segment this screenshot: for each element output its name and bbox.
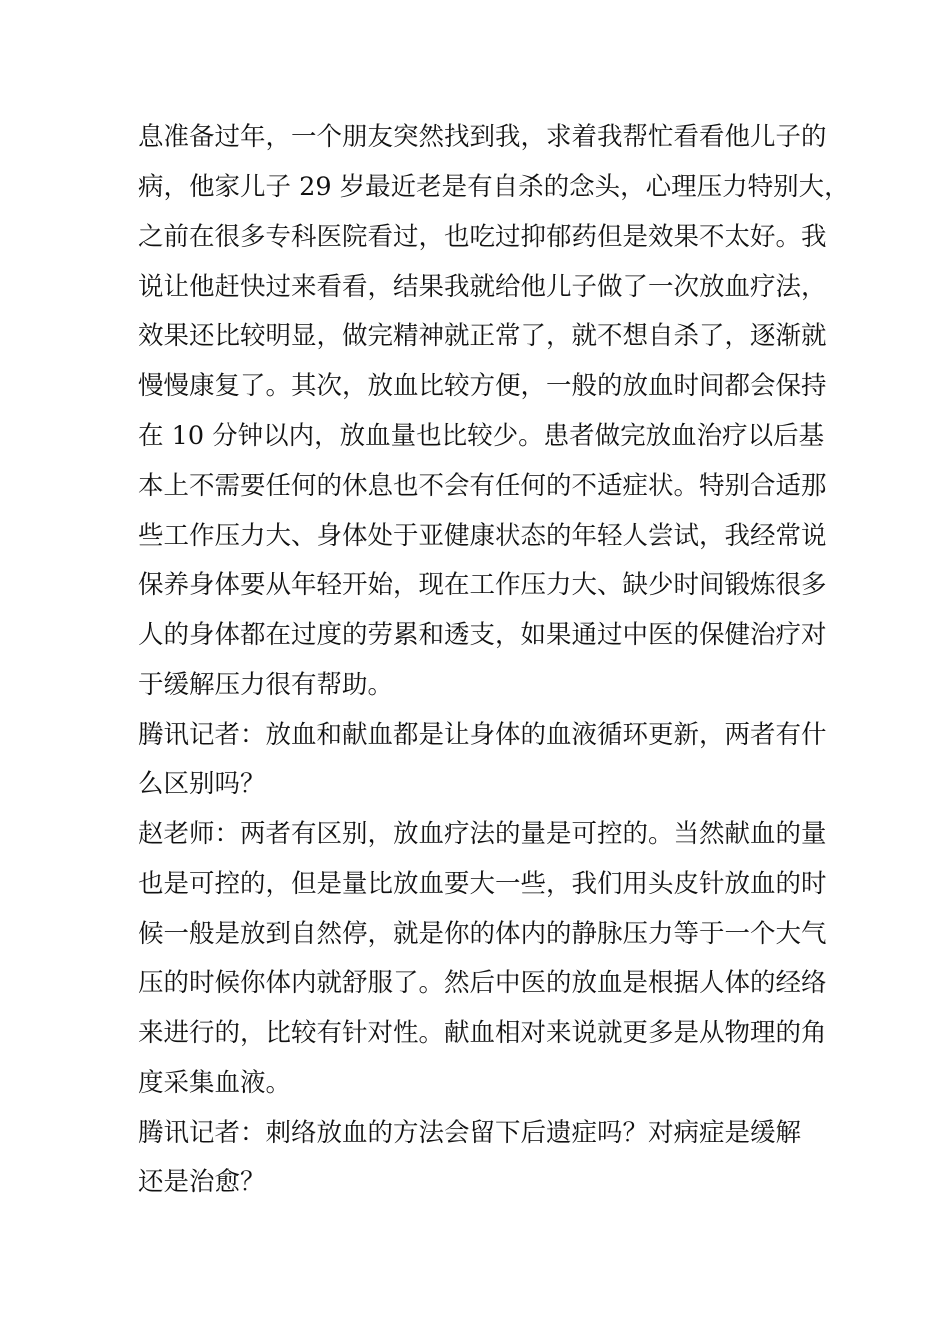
text-line: 赵老师：两者有区别，放血疗法的量是可控的。当然献血的量 <box>138 819 827 849</box>
text-line: 之前在很多专科医院看过，也吃过抑郁药但是效果不太好。我 <box>138 222 827 252</box>
text-line: 腾讯记者：刺络放血的方法会留下后遗症吗？对病症是缓解 <box>138 1118 802 1148</box>
text-line: 些工作压力大、身体处于亚健康状态的年轻人尝试，我经常说 <box>138 521 827 551</box>
text-line: 保养身体要从年轻开始，现在工作压力大、缺少时间锻炼很多 <box>138 570 827 600</box>
text-line: 病，他家儿子 29 岁最近老是有自杀的念头，心理压力特别大， <box>138 172 850 202</box>
text-line: 也是可控的，但是量比放血要大一些，我们用头皮针放血的时 <box>138 869 827 899</box>
text-line: 候一般是放到自然停，就是你的体内的静脉压力等于一个大气 <box>138 919 827 949</box>
text-line: 压的时候你体内就舒服了。然后中医的放血是根据人体的经络 <box>138 968 827 998</box>
text-line: 来进行的，比较有针对性。献血相对来说就更多是从物理的角 <box>138 1018 827 1048</box>
text-line: 度采集血液。 <box>138 1068 292 1098</box>
text-line: 在 10 分钟以内，放血量也比较少。患者做完放血治疗以后基 <box>138 421 825 451</box>
text-line: 腾讯记者：放血和献血都是让身体的血液循环更新，两者有什 <box>138 720 827 750</box>
text-line: 人的身体都在过度的劳累和透支，如果通过中医的保健治疗对 <box>138 620 827 650</box>
text-line: 慢慢康复了。其次，放血比较方便，一般的放血时间都会保持 <box>138 371 827 401</box>
text-line: 于缓解压力很有帮助。 <box>138 670 394 700</box>
text-line: 还是治愈？ <box>138 1167 266 1197</box>
text-line: 说让他赶快过来看看，结果我就给他儿子做了一次放血疗法， <box>138 272 827 302</box>
text-line: 本上不需要任何的休息也不会有任何的不适症状。特别合适那 <box>138 471 827 501</box>
text-line: 效果还比较明显，做完精神就正常了，就不想自杀了，逐渐就 <box>138 321 827 351</box>
text-line: 么区别吗？ <box>138 769 266 799</box>
text-line: 息准备过年，一个朋友突然找到我，求着我帮忙看看他儿子的 <box>138 122 827 152</box>
